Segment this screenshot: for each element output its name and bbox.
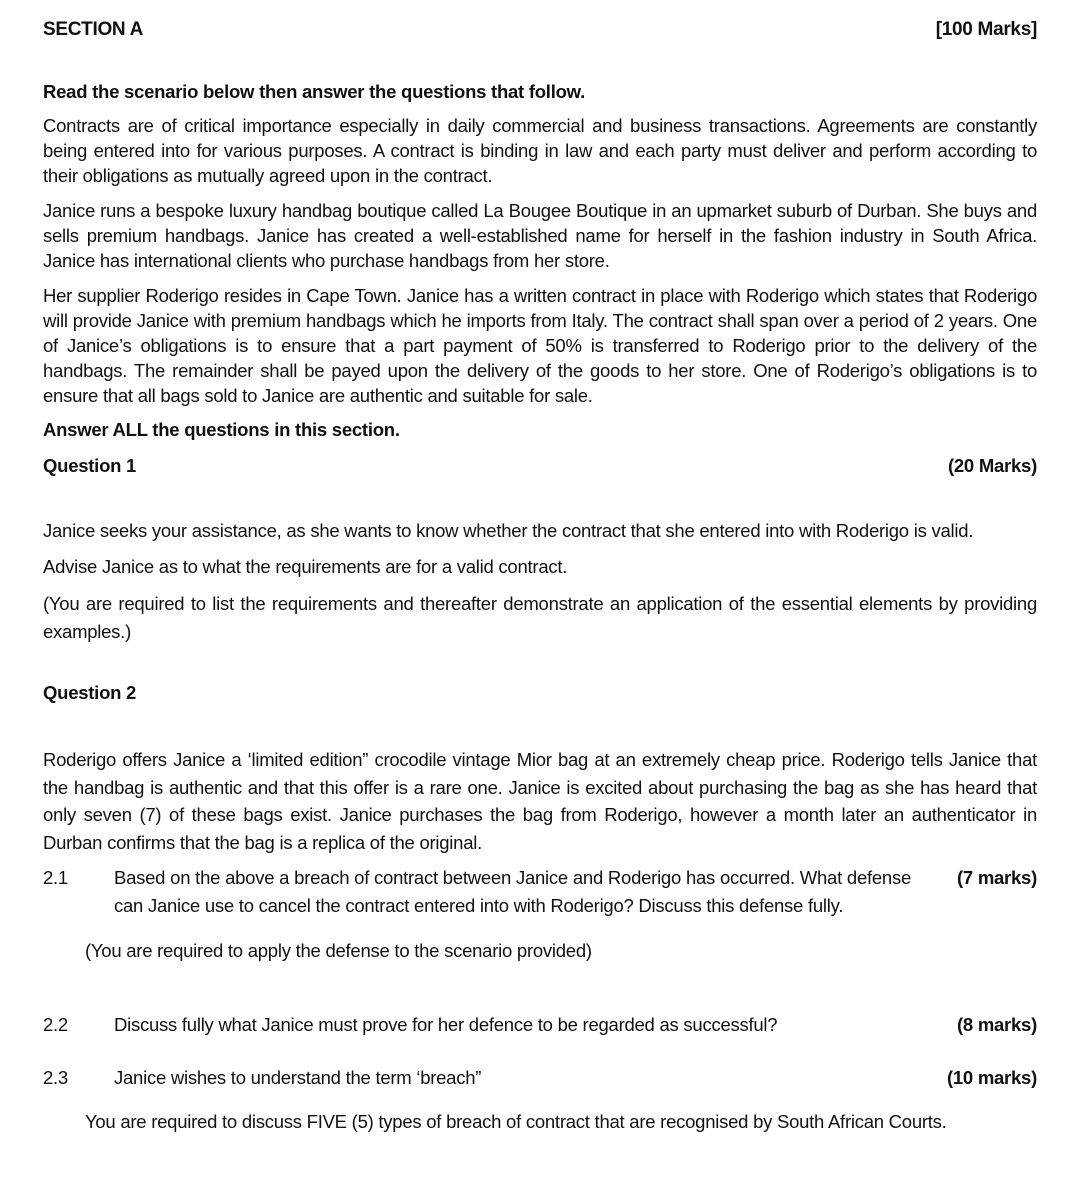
- question-2-3-number: 2.3: [43, 1067, 68, 1088]
- exam-page: [43, 16, 1037, 1136]
- scenario-paragraph-1: Contracts are of critical importance especially in daily commercial and business transactions. Agreements are constantly being entered into for various purposes. A contract is binding in law and each party must deliver and perform according to their obligations as mutually agreed upon in the contract.: [43, 115, 1037, 186]
- question-2-1: [43, 864, 1037, 920]
- scenario-instruction: Read the scenario below then answer the questions that follow.: [43, 81, 585, 102]
- question-1-paragraph-1: Janice seeks your assistance, as she wants to know whether the contract that she entered into with Roderigo is valid.: [43, 520, 974, 541]
- section-header: [43, 16, 1037, 44]
- question-2-3-note: You are required to discuss FIVE (5) types of breach of contract that are recognised by South African Courts.: [85, 1111, 947, 1132]
- question-2-2: [43, 1011, 1037, 1039]
- answer-instruction: Answer ALL the questions in this section.: [43, 419, 400, 440]
- question-2-2-number: 2.2: [43, 1014, 68, 1035]
- question-1-header: [43, 453, 1037, 479]
- question-2-3-text: Janice wishes to understand the term ‘breach”: [114, 1067, 482, 1088]
- question-2-intro: Roderigo offers Janice a ‘limited edition” crocodile vintage Mior bag at an extremely cheap price. Roderigo tells Janice that the handbag is authentic and that this offer is a rare one. Janice is excited about purchasing the bag as she has heard that only seven (7) of these bags exist. Janice purchases the bag from Roderigo, however a month later an authenticator in Durban confirms that the bag is a replica of the original.: [43, 749, 1037, 853]
- question-1-paragraph-3: (You are required to list the requirements and thereafter demonstrate an application of the essential elements by providing examples.): [43, 593, 1037, 642]
- question-2-title: Question 2: [43, 682, 137, 703]
- scenario-paragraph-3: Her supplier Roderigo resides in Cape Town. Janice has a written contract in place with Roderigo which states that Roderigo will provide Janice with premium handbags which he imports from Italy. The contract shall span over a period of 2 years. One of Janice’s obligations is to ensure that a part payment of 50% is transferred to Roderigo prior to the delivery of the handbags. The remainder shall be payed upon the delivery of the goods to her store. One of Roderigo’s obligations is to ensure that all bags sold to Janice are authentic and suitable for sale.: [43, 285, 1037, 406]
- scenario-paragraph-2: Janice runs a bespoke luxury handbag boutique called La Bougee Boutique in an upmarket suburb of Durban. She buys and sells premium handbags. Janice has created a well-established name for herself in the fashion industry in South Africa. Janice has international clients who purchase handbags from her store.: [43, 200, 1037, 271]
- section-title: SECTION A: [43, 19, 144, 40]
- question-2-1-note: (You are required to apply the defense to the scenario provided): [85, 940, 592, 961]
- section-marks: [100 Marks]: [935, 19, 1037, 40]
- question-2-2-marks: (8 marks): [956, 1014, 1037, 1035]
- question-2-3: [43, 1064, 1037, 1092]
- question-2-1-number: 2.1: [43, 867, 68, 888]
- question-2-1-marks: (7 marks): [956, 867, 1037, 888]
- question-1-marks: (20 Marks): [947, 455, 1037, 476]
- question-2-2-text: Discuss fully what Janice must prove for her defence to be regarded as successful?: [114, 1014, 778, 1035]
- question-2-1-text: Based on the above a breach of contract between Janice and Roderigo has occurred. What defense can Janice use to cancel the contract entered into with Roderigo? Discuss this defense fully.: [114, 867, 911, 916]
- question-2-3-marks: (10 marks): [946, 1067, 1037, 1088]
- question-1-title: Question 1: [43, 455, 137, 476]
- question-1-paragraph-2: Advise Janice as to what the requirements are for a valid contract.: [43, 556, 568, 577]
